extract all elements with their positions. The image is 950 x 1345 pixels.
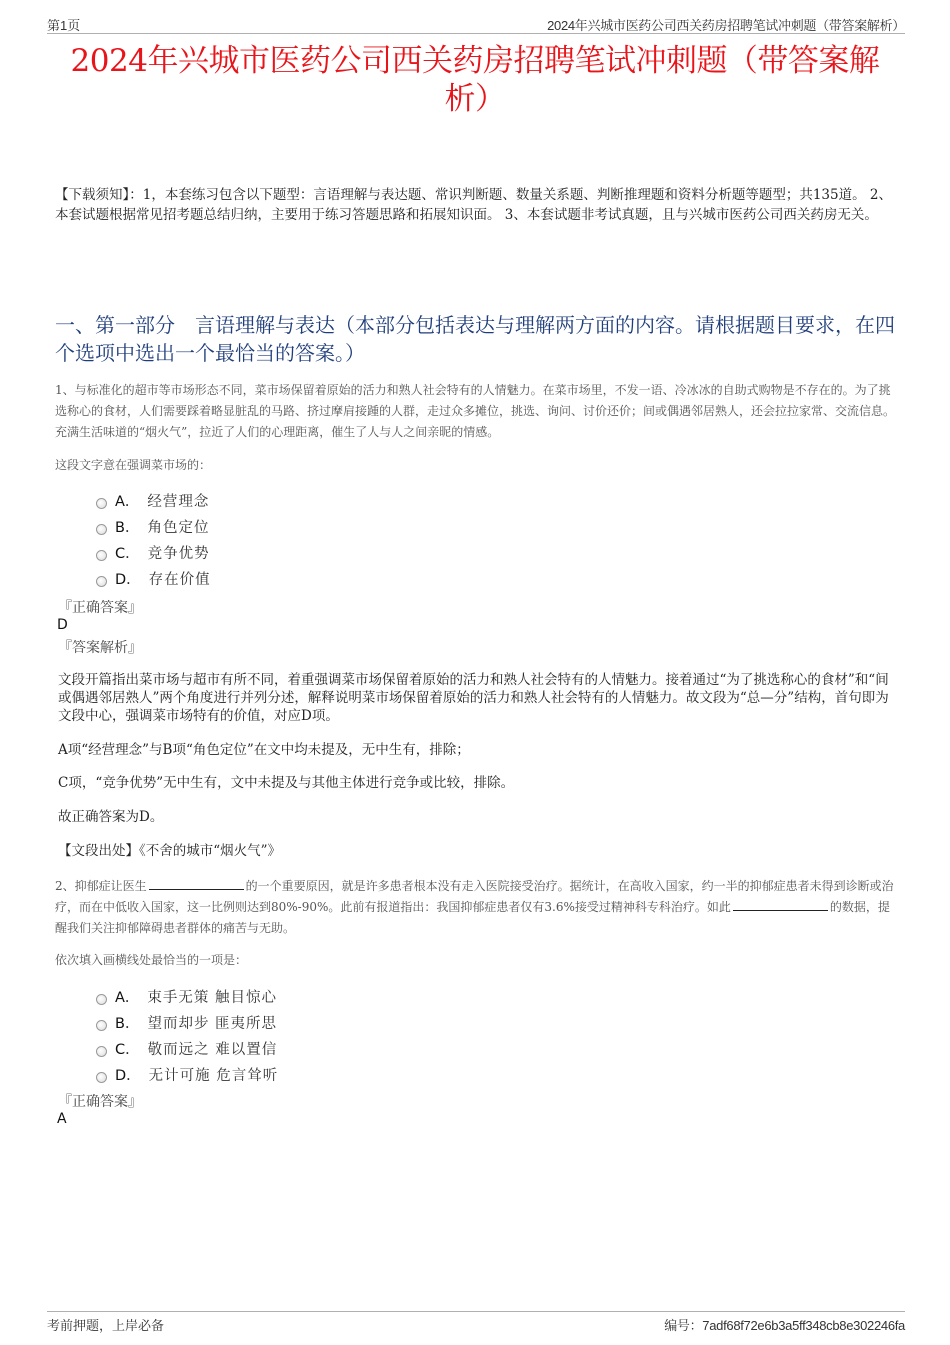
fill-blank-2	[733, 898, 828, 911]
page-header	[47, 14, 905, 34]
fill-blank-1	[149, 877, 244, 890]
question-1-option-c[interactable]	[96, 539, 211, 565]
question-1-prompt: 这段文字意在强调菜市场的：	[55, 458, 212, 472]
question-1-text: 1、与标准化的超市等市场形态不同，菜市场保留着原始的活力和熟人社会特有的人情魅力。在菜市场里，不发一语、冷冰冰的自助式购物是不存在的。为了挑选称心的食材，人们需要踩着略显脏乱的马路、挤过摩肩接踵的人群，走过众多摊位，挑选、询问、讨价还价；间或偶遇邻居熟人，还会拉拉家常、交流信息。充满生活味道的“烟火气”，拉近了人们的心理距离，催生了人与人之间亲昵的情感。	[55, 383, 896, 439]
option-text: 望而却步 匪夷所思	[147, 1015, 278, 1032]
question-2-option-b[interactable]	[96, 1009, 278, 1035]
correct-answer-label: 『正确答案』	[58, 1094, 142, 1110]
question-2-prompt: 依次填入画横线处最恰当的一项是：	[55, 953, 248, 967]
header-doc-title: 2024年兴城市医药公司西关药房招聘笔试冲刺题（带答案解析）	[547, 18, 905, 33]
document-serial: 编号：7adf68f72e6b3a5ff348cb8e302246fa	[664, 1318, 905, 1333]
option-text: 经营理念	[147, 493, 210, 510]
question-2-text-part: 2、抑郁症让医生	[55, 879, 147, 893]
analysis-conclusion: 故正确答案为D。	[58, 809, 164, 825]
document-title: 2024年兴城市医药公司西关药房招聘笔试冲刺题（带答案解析）	[70, 43, 880, 117]
option-text: 角色定位	[147, 519, 210, 536]
question-1-options	[96, 487, 211, 591]
answer-analysis-label: 『答案解析』	[58, 640, 142, 656]
page-footer	[47, 1311, 905, 1332]
option-text: 无计可施 危言耸听	[148, 1067, 279, 1084]
analysis-paragraph: 文段开篇指出菜市场与超市有所不同，着重强调菜市场保留着原始的活力和熟人社会特有的人情魅力。接着通过“为了挑选称心的食材”和“间或偶遇邻居熟人”两个角度进行并列分述，解释说明菜市场保留着原始的活力和熟人社会特有的人情魅力。故文段为“总—分”结构，首句即为文段中心，强调菜市场特有的价值，对应D项。	[58, 672, 889, 724]
radio-button[interactable]	[96, 576, 107, 587]
radio-button[interactable]	[96, 498, 107, 509]
option-text: 竞争优势	[147, 545, 210, 562]
radio-button[interactable]	[96, 1046, 107, 1057]
footer-slogan: 考前押题，上岸必备	[47, 1318, 165, 1333]
radio-button[interactable]	[96, 524, 107, 535]
correct-answer-value: D	[57, 617, 68, 633]
option-text: 存在价值	[148, 571, 211, 588]
option-letter: C．	[115, 1041, 140, 1058]
analysis-paragraph: A项“经营理念”与B项“角色定位”在文中均未提及，无中生有，排除；	[58, 742, 470, 758]
correct-answer-value: A	[57, 1111, 67, 1127]
radio-button[interactable]	[96, 550, 107, 561]
question-2-option-c[interactable]	[96, 1035, 278, 1061]
option-letter: B．	[115, 1015, 140, 1032]
option-text: 敬而远之 难以置信	[147, 1041, 278, 1058]
question-2-options	[96, 983, 278, 1087]
question-2-text-part: 的数据，提醒我们关注抑郁障碍患者群体的痛苦与无助。	[55, 900, 890, 935]
correct-answer-label: 『正确答案』	[58, 600, 142, 616]
option-letter: D．	[115, 1067, 141, 1084]
question-1-option-d[interactable]	[96, 565, 211, 591]
radio-button[interactable]	[96, 994, 107, 1005]
question-2-option-a[interactable]	[96, 983, 278, 1009]
option-letter: A．	[115, 493, 140, 510]
radio-button[interactable]	[96, 1020, 107, 1031]
option-text: 束手无策 触目惊心	[147, 989, 278, 1006]
option-letter: A．	[115, 989, 140, 1006]
page-number: 第1页	[47, 18, 81, 33]
question-2-text	[55, 876, 900, 939]
radio-button[interactable]	[96, 1072, 107, 1083]
question-1-option-b[interactable]	[96, 513, 211, 539]
option-letter: D．	[115, 571, 141, 588]
download-notice: 【下载须知】：1，本套练习包含以下题型：言语理解与表达题、常识判断题、数量关系题、判断推理题和资料分析题等题型；共135道。 2、本套试题根据常见招考题总结归纳，主要用于练习答题思路和拓展知识面。 3、本套试题非考试真题，且与兴城市医药公司西关药房无关。	[55, 187, 892, 223]
question-2-option-d[interactable]	[96, 1061, 278, 1087]
section-title: 一、第一部分 言语理解与表达（本部分包括表达与理解两方面的内容。请根据题目要求，在四个选项中选出一个最恰当的答案。）	[55, 313, 895, 365]
analysis-paragraph: C项，“竞争优势”无中生有，文中未提及与其他主体进行竞争或比较，排除。	[58, 775, 515, 791]
question-2-text-part: 的一个重要原因，就是许多患者根本没有走入医院接受治疗。据统计，在高收入国家，约一半的抑郁症患者未得到诊断或治疗，而在中低收入国家，这一比例则达到80%-90%。此前有报道指出：我国抑郁症患者仅有3.6%接受过精神科专科治疗。如此	[55, 879, 894, 914]
passage-source: 【文段出处】《不舍的城市“烟火气”》	[58, 843, 282, 859]
option-letter: B．	[115, 519, 140, 536]
question-1-option-a[interactable]	[96, 487, 211, 513]
option-letter: C．	[115, 545, 140, 562]
